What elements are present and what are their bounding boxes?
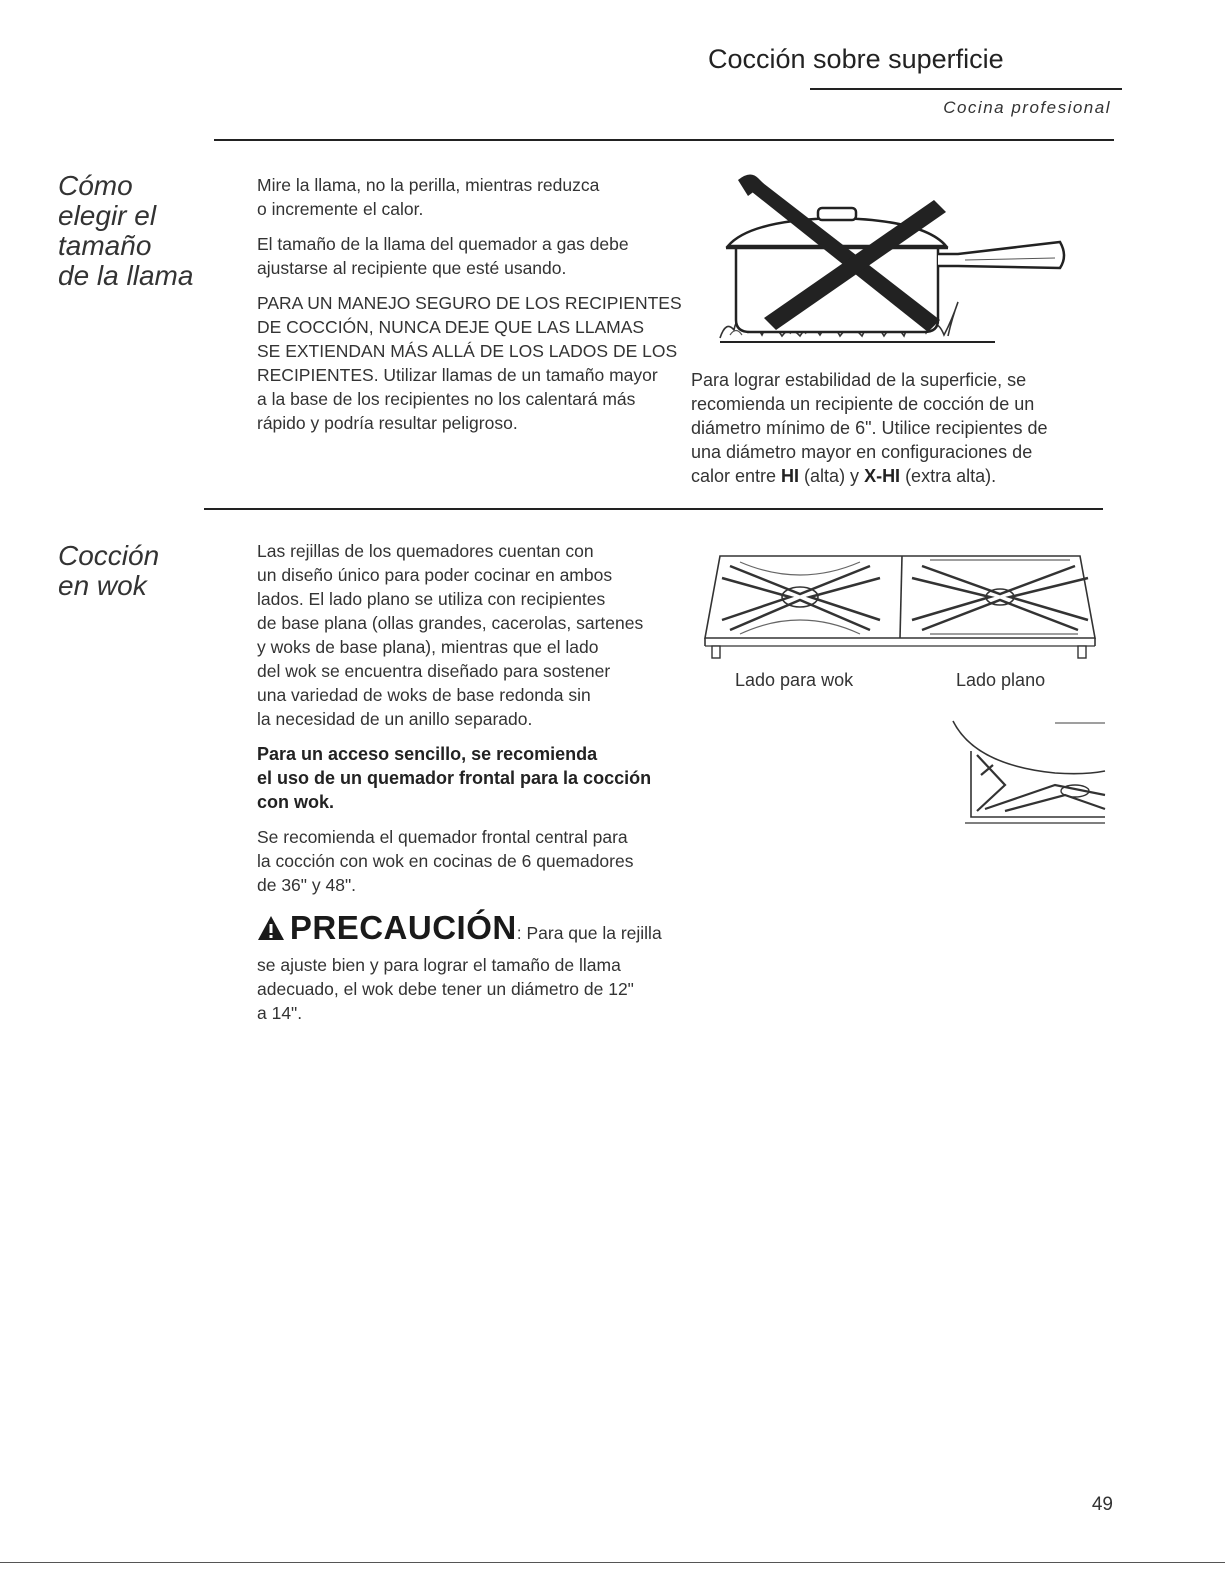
precaution-heading-line — [257, 908, 677, 953]
text-line: el uso de un quemador frontal para la cocción — [257, 768, 652, 788]
section-title-flame-size — [58, 171, 193, 291]
text-line — [691, 464, 1081, 488]
text-line: del wok se encuentra diseñado para sostener — [257, 661, 611, 681]
section-title-line: Cocción — [58, 540, 160, 571]
oversized-flame-pot-illustration — [690, 170, 1080, 350]
page-header-title: Cocción sobre superficie — [708, 44, 1004, 74]
warning-triangle-icon — [257, 915, 285, 941]
text-fragment: (extra alta). — [900, 466, 997, 486]
precaution-notice — [257, 908, 677, 1025]
section-divider-top — [214, 139, 1114, 141]
text-line: una variedad de woks de base redonda sin — [257, 685, 591, 705]
text-line: de 36" y 48". — [257, 875, 357, 895]
page-number: 49 — [1091, 1494, 1113, 1515]
text-line: Las rejillas de los quemadores cuentan con — [257, 541, 594, 561]
text-line: un diseño único para poder cocinar en ambos — [257, 565, 613, 585]
front-burner-recommendation — [257, 742, 677, 814]
text-line: diámetro mínimo de 6". Utilice recipientes de — [691, 418, 1048, 438]
section-title-line: tamaño — [58, 230, 152, 261]
text-line: lados. El lado plano se utiliza con recipientes — [257, 589, 606, 609]
wok-side-label: Lado para wok — [735, 670, 854, 690]
paragraph — [257, 232, 677, 280]
section-title-line: elegir el — [58, 200, 157, 231]
text-line: PARA UN MANEJO SEGURO DE LOS RECIPIENTES — [257, 293, 682, 313]
paragraph — [257, 173, 677, 221]
text-line: Para lograr estabilidad de la superficie, se — [691, 370, 1027, 390]
text-line: ajustarse al recipiente que esté usando. — [257, 258, 567, 278]
text-line: una diámetro mayor en configuraciones de — [691, 442, 1033, 462]
text-line: la necesidad de un anillo separado. — [257, 709, 533, 729]
wok-on-grate-detail-illustration — [945, 715, 1110, 830]
hi-setting-label: HI — [781, 466, 800, 486]
text-line: recomienda un recipiente de cocción de un — [691, 394, 1035, 414]
page-header-subtitle: Cocina profesional — [943, 98, 1111, 117]
page-bottom-edge — [0, 1562, 1225, 1563]
header-rule — [810, 88, 1122, 90]
section-title-line: Cómo — [58, 170, 133, 201]
xhi-setting-label: X-HI — [864, 466, 901, 486]
text-line: RECIPIENTES. Utilizar llamas de un tamaño mayor — [257, 365, 658, 385]
text-line: DE COCCIÓN, NUNCA DEJE QUE LAS LLAMAS — [257, 317, 645, 337]
text-line: de base plana (ollas grandes, cacerolas, sartenes — [257, 613, 644, 633]
section-title-line: de la llama — [58, 260, 194, 291]
flat-side-label: Lado plano — [956, 670, 1046, 690]
text-line: a la base de los recipientes no los calentará más — [257, 389, 636, 409]
text-fragment: calor entre — [691, 466, 782, 486]
text-fragment: (alta) y — [799, 466, 865, 486]
text-line: y woks de base plana), mientras que el lado — [257, 637, 599, 657]
section-title-wok-cooking — [58, 541, 159, 601]
text-line: SE EXTIENDAN MÁS ALLÁ DE LOS LADOS DE LOS — [257, 341, 678, 361]
precaution-text-fragment: : Para que la rejilla — [516, 923, 662, 943]
text-line: a 14". — [257, 1003, 303, 1023]
paragraph — [257, 825, 677, 897]
text-line: o incremente el calor. — [257, 199, 424, 219]
text-line: la cocción con wok en cocinas de 6 quemadores — [257, 851, 634, 871]
precaution-label: PRECAUCIÓN — [289, 909, 517, 946]
burner-grate-illustration — [700, 548, 1100, 663]
flame-size-text — [257, 173, 682, 446]
wok-cooking-text — [257, 539, 677, 1025]
text-line: con wok. — [257, 792, 335, 812]
text-line: se ajuste bien y para lograr el tamaño de llama — [257, 955, 621, 975]
safety-warning-paragraph — [257, 291, 682, 435]
pot-stability-caption — [691, 368, 1081, 488]
text-line: rápido y podría resultar peligroso. — [257, 413, 518, 433]
text-line: Mire la llama, no la perilla, mientras reduzca — [257, 175, 600, 195]
paragraph — [257, 539, 677, 731]
text-line: adecuado, el wok debe tener un diámetro de 12" — [257, 979, 634, 999]
text-line: Para un acceso sencillo, se recomienda — [257, 744, 598, 764]
section-title-line: en wok — [58, 570, 147, 601]
section-divider-middle — [204, 508, 1103, 510]
text-line: El tamaño de la llama del quemador a gas debe — [257, 234, 629, 254]
text-line: Se recomienda el quemador frontal central para — [257, 827, 628, 847]
